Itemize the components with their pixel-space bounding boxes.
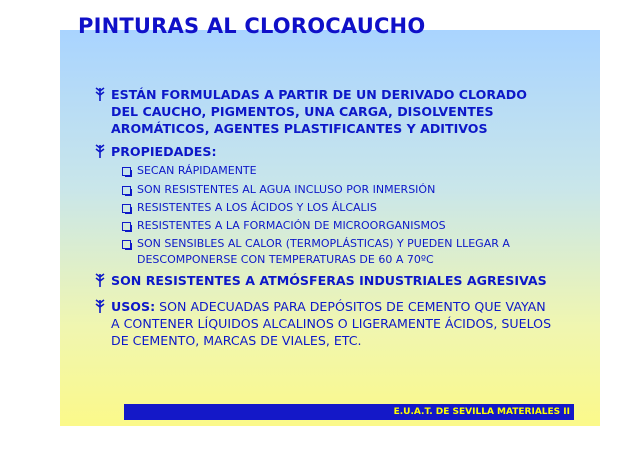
bullet-line: ESTÁN FORMULADAS A PARTIR DE UN DERIVADO CLORADO	[111, 87, 527, 102]
wheat-bullet-icon	[94, 298, 106, 314]
checkbox-bullet-icon	[122, 204, 131, 213]
wheat-bullet-icon	[94, 272, 106, 288]
bullet-line: A CONTENER LÍQUIDOS ALCALINOS O LIGERAMENTE ÁCIDOS, SUELOS	[111, 316, 552, 331]
bullet-uses	[111, 298, 591, 349]
checkbox-bullet-icon	[122, 222, 131, 231]
checkbox-bullet-icon	[122, 240, 131, 249]
bullet-properties	[111, 143, 217, 160]
bullet-text: SON RESISTENTES A ATMÓSFERAS INDUSTRIALES AGRESIVAS	[111, 273, 547, 288]
list-item: RESISTENTES A LA FORMACIÓN DE MICROORGANISMOS	[137, 218, 446, 234]
list-item-continuation: DESCOMPONERSE CON TEMPERATURAS DE 60 A 70ºC	[137, 253, 434, 266]
page-title: PINTURAS AL CLOROCAUCHO	[78, 14, 426, 38]
bullet-atmospheres	[111, 272, 581, 289]
bullet-line	[111, 298, 591, 315]
bullet-line: AROMÁTICOS, AGENTES PLASTIFICANTES Y ADITIVOS	[111, 121, 488, 136]
checkbox-bullet-icon	[122, 186, 131, 195]
footer-bar: E.U.A.T. DE SEVILLA MATERIALES II	[124, 404, 574, 420]
bullet-text: SON ADECUADAS PARA DEPÓSITOS DE CEMENTO QUE VAYAN	[155, 299, 546, 314]
list-item: SON SENSIBLES AL CALOR (TERMOPLÁSTICAS) Y PUEDEN LLEGAR A	[137, 236, 510, 252]
wheat-bullet-icon	[94, 143, 106, 159]
list-item: SON RESISTENTES AL AGUA INCLUSO POR INMERSIÓN	[137, 182, 435, 198]
bullet-line: DE CEMENTO, MARCAS DE VIALES, ETC.	[111, 333, 362, 348]
wheat-bullet-icon	[94, 86, 106, 102]
list-item: RESISTENTES A LOS ÁCIDOS Y LOS ÁLCALIS	[137, 200, 377, 216]
bullet-label: USOS:	[111, 299, 156, 314]
bullet-formulation	[111, 86, 571, 137]
list-item: SECAN RÁPIDAMENTE	[137, 163, 257, 179]
bullet-line: DEL CAUCHO, PIGMENTOS, UNA CARGA, DISOLVENTES	[111, 104, 494, 119]
checkbox-bullet-icon	[122, 167, 131, 176]
bullet-label: PROPIEDADES:	[111, 144, 217, 159]
